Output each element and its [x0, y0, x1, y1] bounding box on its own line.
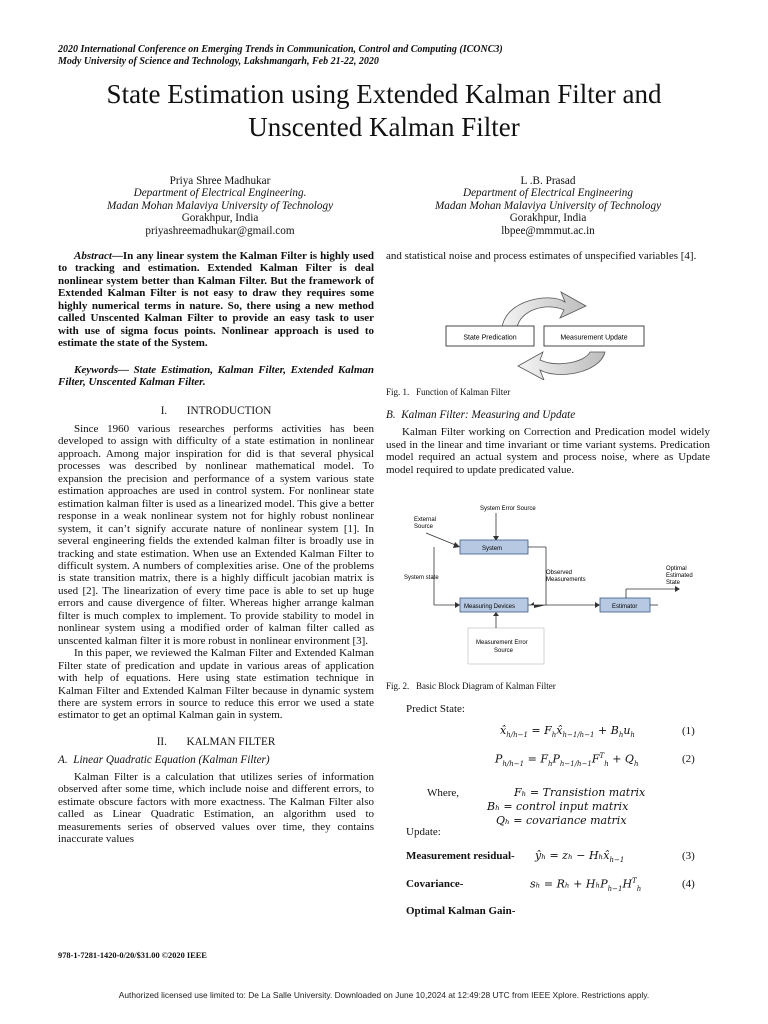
- figure-1-caption: Fig. 1. Function of Kalman Filter: [386, 387, 511, 397]
- where-label: Where,: [427, 787, 460, 799]
- isbn-copyright: 978-1-7281-1420-0/20/$31.00 ©2020 IEEE: [58, 951, 207, 960]
- predict-state-label: Predict State:: [406, 703, 465, 715]
- subsection-b-heading: B. Kalman Filter: Measuring and Update: [386, 409, 576, 421]
- definition-q: Qₕ = covariance matrix: [496, 814, 627, 827]
- equation-4-body: sₕ = Rₕ + HₕP: [530, 877, 608, 891]
- figure-2-block-diagram: [386, 500, 716, 672]
- author-dept: Department of Electrical Engineering: [463, 187, 633, 200]
- right-column-sub-b: [386, 409, 710, 476]
- conference-line-1: 2020 International Conference on Emerging Trends in Communication, Control and Computing (ICONC3): [58, 44, 503, 55]
- equation-2: $P_{h/h-1} = F_hP_{h-1/h-1}F^T_h + Q_h$: [495, 752, 639, 768]
- optimal-kalman-gain-label: Optimal Kalman Gain-: [406, 905, 516, 917]
- measurement-error-source-label-2: Source: [494, 648, 514, 654]
- measuring-devices-label: Measuring Devices: [464, 604, 516, 610]
- figure-1-diagram: [440, 288, 670, 380]
- equation-1-number: (1): [682, 725, 695, 737]
- measurement-residual-label: Measurement residual-: [406, 850, 515, 862]
- author-univ: Madan Mohan Malaviya University of Technology: [434, 199, 662, 212]
- subsection-b-paragraph: Kalman Filter working on Correction and Predication model widely used in the linear and time invariant or time variant systems. Predication model required an actual system and process noise, where as Update model required to update predicated value.: [386, 426, 710, 476]
- author-dept: Department of Electrical Engineering.: [133, 187, 307, 200]
- definition-b: Bₕ = control input matrix: [487, 800, 629, 813]
- author-email: lbpee@mmmut.ac.in: [501, 224, 595, 237]
- figure-2-caption: Fig. 2. Basic Block Diagram of Kalman Filter: [386, 681, 556, 691]
- author-name: L .B. Prasad: [520, 175, 576, 187]
- update-label: Update:: [406, 826, 441, 838]
- right-column-top: [386, 250, 710, 262]
- system-state-label: System state: [404, 575, 439, 581]
- author-city: Gorakhpur, India: [181, 212, 259, 225]
- covariance-label: Covariance-: [406, 878, 464, 890]
- right-continuation-paragraph: and statistical noise and process estimates of unspecified variables [4].: [386, 250, 697, 262]
- equation-2-number: (2): [682, 753, 695, 765]
- state-predication-label: State Predication: [463, 334, 517, 342]
- measurement-update-label: Measurement Update: [560, 334, 628, 342]
- system-error-source-label: System Error Source: [480, 506, 536, 512]
- conference-header: [58, 44, 718, 67]
- equation-1: $x̂_{h/h-1}$ = $F_hx̂_{h-1/h-1} + B_hu_h$: [500, 724, 635, 740]
- subsection-a-heading: A. Linear Quadratic Equation (Kalman Filter): [58, 754, 270, 767]
- abstract: [58, 250, 374, 350]
- conference-line-2: Mody University of Science and Technology, Lakshmangarh, Feb 21-22, 2020: [58, 55, 379, 67]
- keywords-label: Keywords—: [74, 363, 129, 376]
- author-univ: Madan Mohan Malaviya University of Technology: [106, 199, 334, 212]
- author-email: priyashreemadhukar@gmail.com: [145, 224, 295, 237]
- keywords-text: State Estimation, Kalman Filter, Extended Kalman Filter, Unscented Kalman Filter.: [58, 363, 374, 389]
- download-footer: Authorized licensed use limited to: De La Salle University. Downloaded on June 10,2024 at 12:49:28 UTC from IEEE Xplore. Restrictions apply.: [118, 990, 650, 1000]
- observed-measurements-label-2: Measurements: [546, 577, 586, 583]
- abstract-dash: —: [111, 250, 123, 262]
- author-name: Priya Shree Madhukar: [169, 175, 271, 187]
- measurement-error-source-label-1: Measurement Error: [476, 640, 528, 646]
- equation-4-tail: H: [622, 877, 633, 891]
- section-heading-kalman-filter: II. KALMAN FILTER: [156, 735, 276, 748]
- title-line-2: Unscented Kalman Filter: [248, 112, 520, 142]
- author-city: Gorakhpur, India: [509, 212, 587, 225]
- title-line-1: State Estimation using Extended Kalman Filter and: [106, 79, 662, 109]
- equation-3-body: ŷₕ = zₕ − Hₕx̂: [535, 849, 610, 862]
- system-label: System: [482, 546, 503, 552]
- observed-measurements-label-1: Observed: [546, 570, 573, 576]
- equation-3: ŷₕ = $z_h - H_hx̂_{h-1}$: [535, 849, 625, 865]
- abstract-text: In any linear system the Kalman Filter is highly used to tracking and estimation. Extended Kalman Filter is deal nonlinear system better than Kalman Filter. But the framework of Extended Kalman Filter is not easy to draw they requires some highly numerical terms in nature. So, there using a new method called Unscented Kalman Filter to provide an easy task to user with use of sigma focus points. Nonlinear approach is used to estimate the state of the System.: [58, 250, 374, 350]
- paper-title: [20, 78, 748, 144]
- author-2: [386, 175, 710, 237]
- estimator-label: Estimator: [612, 604, 638, 610]
- left-column: [58, 250, 374, 845]
- intro-paragraph-2: In this paper, we reviewed the Kalman Filter and Extended Kalman Filter state of predication and update in various areas of application with help of equations. Here using state estimation technique in Kalman Filter and Extended Kalman Filter because in dynamic system there are system errors in source to reduce this error we used a state estimator to get an optimal Kalman gain in system.: [58, 647, 374, 722]
- measurement-error-source-box: [468, 628, 544, 664]
- definition-f: Fₕ = Transistion matrix: [514, 786, 646, 799]
- external-source-label-1: External: [414, 517, 437, 523]
- abstract-label: Abstract: [74, 250, 112, 262]
- equation-4: $s_h = R_h + H_hP_{h-1}H^T_h$: [530, 877, 642, 893]
- equation-4-number: (4): [682, 878, 695, 890]
- subsection-a-paragraph: Kalman Filter is a calculation that utilizes series of information observed after some time, which include noise and different errors, to estimate obscure factors with more exactness. The Kalman Filter also called as Linear Quadratic Estimation, an algorithm used to measurements series of observed values over time, they contains inaccurate values: [58, 770, 374, 846]
- external-source-label-2: Source: [414, 524, 434, 530]
- intro-paragraph-1: Since 1960 various researches performs activities has been developed to assign with difficulty of a state estimation in nonlinear approach. Among major inspiration for did is that several physical processes was described by nonlinear mathematical model. To expansion the precision and performance of a system various state estimation approaches are used in control system. For nonlinear state estimation kalman filter is used as a linearized model. This give a better response in a weak nonlinear system not for highly robust nonlinear system, it can’t signify accurate nature of nonlinear system [1]. In several engineering fields the extended kalman filter is broadly use in tracking and state estimation. When use an Extended Kalman Filter to difficult system. A numbers of complexities arise. One of the problems is state transition matrix, there is a highly difficult jacobian matrix is used [2]. The linearization of every time pace is able to set up huge errors and cause divergence of filter. Whereas higher arrange kalman filter is much complex to implement. To provide stability to model in nonlinear system using a modified order of kalman filter called as unscented kalman filter it is more robust in nonlinear environment [3].: [58, 422, 374, 647]
- section-heading-introduction: I. INTRODUCTION: [160, 404, 272, 417]
- equation-3-number: (3): [682, 850, 695, 862]
- keywords: [58, 364, 374, 389]
- author-1: [58, 175, 382, 237]
- optimal-estimated-state-label-1: Optimal: [666, 566, 687, 572]
- cycle-arrow-top: [502, 292, 586, 328]
- optimal-estimated-state-label-3: State: [666, 580, 681, 586]
- cycle-arrow-bottom: [518, 352, 605, 380]
- optimal-estimated-state-label-2: Estimated: [666, 573, 693, 579]
